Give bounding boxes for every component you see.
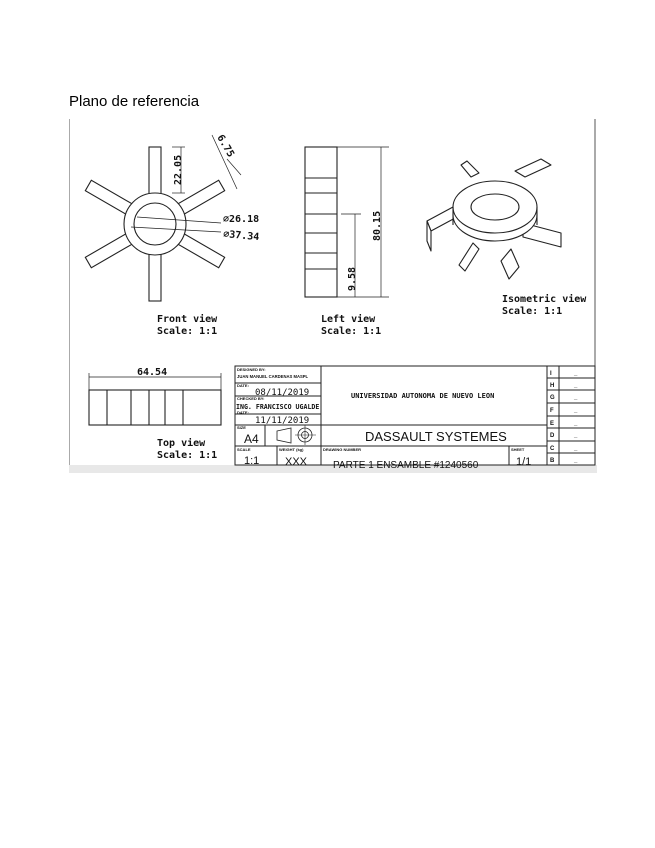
front-view-scale: Scale: 1:1 [157, 326, 218, 337]
scale-value: 1:1 [244, 455, 260, 467]
date1-value: 08/11/2019 [255, 388, 310, 398]
date2-value: 11/11/2019 [255, 416, 310, 426]
top-view-title: Top view [157, 438, 206, 449]
designed-by-value: JUAN MANUEL CARDENAS MASPL [237, 374, 309, 379]
drawing-number-value: PARTE 1 ENSAMBLE #1240560 [333, 460, 479, 471]
dim-spoke-length: 22.05 [173, 154, 184, 185]
revision-value: _ [574, 395, 578, 401]
revision-value: _ [574, 408, 578, 414]
revision-value: _ [574, 421, 578, 427]
left-view-scale: Scale: 1:1 [321, 326, 382, 337]
revision-letter: G [550, 395, 555, 401]
front-view-title: Front view [157, 314, 218, 325]
isometric-view-title: Isometric view [502, 294, 587, 305]
date2-label: DATE: [237, 410, 249, 415]
revision-letter: E [550, 421, 555, 427]
revision-letter: B [550, 458, 555, 464]
company-name: DASSAULT SYSTEMES [365, 429, 507, 444]
dim-outer-diameter: ⌀37.34 [222, 229, 260, 244]
size-label: SIZE [237, 425, 246, 430]
revision-value: _ [574, 383, 578, 389]
front-view [85, 135, 241, 301]
sheet-value: 1/1 [516, 456, 532, 468]
revision-letter: D [550, 433, 555, 439]
designed-by-label: DESIGNED BY: [237, 367, 266, 372]
dim-width: 64.54 [137, 367, 168, 378]
dim-height: 80.15 [372, 210, 383, 241]
scale-label: SCALE [237, 447, 251, 452]
revision-letter: I [550, 371, 552, 377]
weight-label: WEIGHT (kg) [279, 447, 304, 452]
sheet-label: SHEET [511, 447, 525, 452]
checked-by-value: ING. FRANCISCO UGALDE [236, 403, 320, 411]
page-heading: Plano de referencia [69, 93, 200, 110]
dim-inner-diameter: ⌀26.18 [223, 214, 260, 225]
left-view-title: Left view [321, 314, 376, 325]
outer-hub-circle [124, 193, 186, 255]
top-view [89, 373, 221, 425]
drawing-number-label: DRAWING NUMBER [323, 447, 361, 452]
dim-segment: 9.58 [347, 266, 358, 291]
revision-value: _ [574, 371, 578, 377]
weight-value: XXX [285, 456, 308, 468]
isometric-view-scale: Scale: 1:1 [502, 306, 563, 317]
revision-letter: H [550, 383, 555, 389]
revision-table [550, 371, 578, 464]
university-name: UNIVERSIDAD AUTONOMA DE NUEVO LEON [351, 392, 495, 400]
dim-spoke-width: 6.75 [214, 133, 236, 160]
revision-value: _ [574, 458, 578, 464]
revision-value: _ [574, 433, 578, 439]
checked-by-label: CHECKED BY: [237, 396, 265, 401]
size-value: A4 [244, 432, 259, 446]
technical-drawing [69, 119, 597, 473]
top-view-scale: Scale: 1:1 [157, 450, 218, 461]
revision-letter: F [550, 408, 554, 414]
isometric-view [427, 159, 561, 279]
date1-label: DATE: [237, 383, 249, 388]
revision-letter: C [550, 446, 555, 452]
revision-value: _ [574, 446, 578, 452]
